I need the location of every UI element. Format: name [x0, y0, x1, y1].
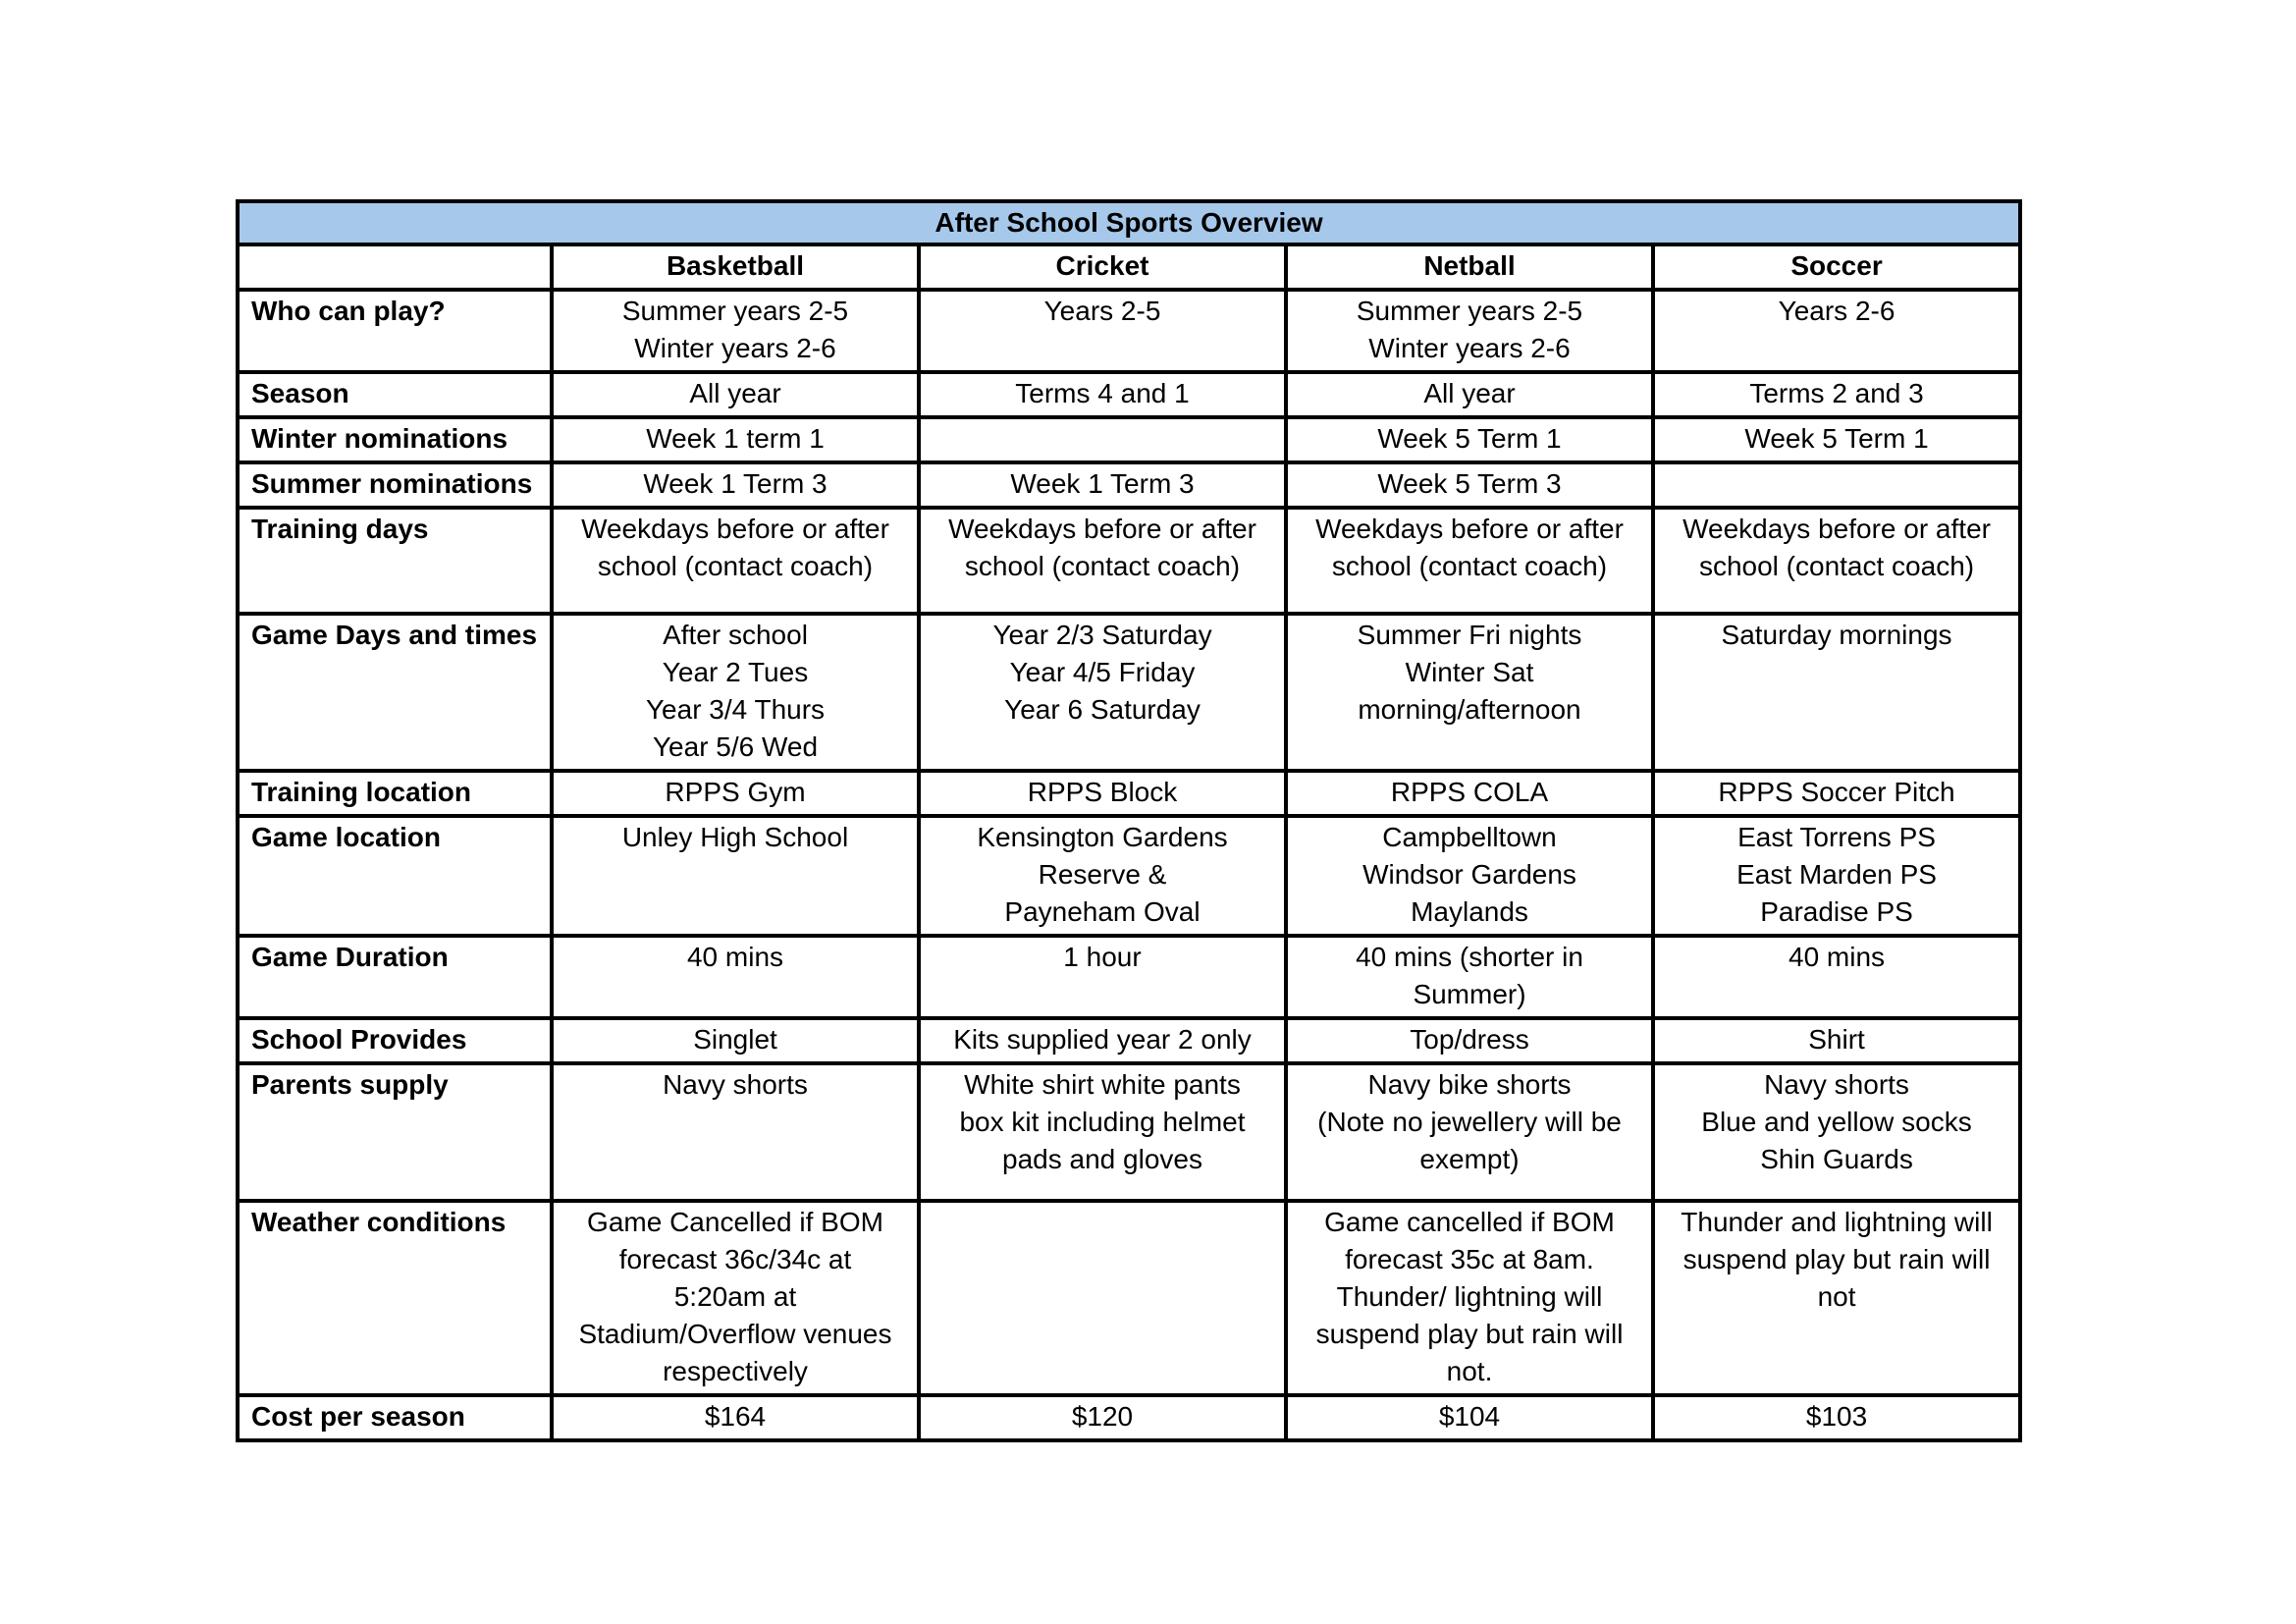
table-cell: Game cancelled if BOM forecast 35c at 8am. Thunder/ lightning will suspend play but rain will not.: [1286, 1201, 1653, 1395]
row-label: Cost per season: [238, 1395, 552, 1440]
table-cell: Week 5 Term 1: [1653, 417, 2020, 462]
table-row: [238, 290, 2020, 372]
table-cell: Weekdays before or after school (contact coach): [1653, 508, 2020, 614]
row-label: Who can play?: [238, 290, 552, 372]
table-cell: Shirt: [1653, 1018, 2020, 1063]
table-cell: Weekdays before or after school (contact coach): [919, 508, 1286, 614]
table-row: [238, 462, 2020, 508]
table-cell: $120: [919, 1395, 1286, 1440]
table-row: [238, 417, 2020, 462]
column-header-basketball: Basketball: [552, 244, 919, 290]
table-cell: Navy shorts Blue and yellow socks Shin Guards: [1653, 1063, 2020, 1201]
table-cell: RPPS COLA: [1286, 771, 1653, 816]
table-cell: Singlet: [552, 1018, 919, 1063]
row-label: Game Days and times: [238, 614, 552, 771]
table-cell: Week 1 term 1: [552, 417, 919, 462]
row-label: Game Duration: [238, 936, 552, 1018]
table-cell: Summer years 2-5 Winter years 2-6: [552, 290, 919, 372]
table-body: [238, 290, 2020, 1440]
table-cell: Week 1 Term 3: [552, 462, 919, 508]
table-cell: $164: [552, 1395, 919, 1440]
table-cell: Week 1 Term 3: [919, 462, 1286, 508]
table-cell: Weekdays before or after school (contact coach): [1286, 508, 1653, 614]
table-cell: Game Cancelled if BOM forecast 36c/34c at 5:20am at Stadium/Overflow venues respectively: [552, 1201, 919, 1395]
row-label: Winter nominations: [238, 417, 552, 462]
table-row: [238, 771, 2020, 816]
table-cell: All year: [552, 372, 919, 417]
table-cell: [919, 417, 1286, 462]
title-row: [238, 201, 2020, 244]
table-cell: Saturday mornings: [1653, 614, 2020, 771]
table-cell: Navy bike shorts (Note no jewellery will be exempt): [1286, 1063, 1653, 1201]
table-cell: Week 5 Term 3: [1286, 462, 1653, 508]
table-cell: Campbelltown Windsor Gardens Maylands: [1286, 816, 1653, 936]
table-cell: Weekdays before or after school (contact coach): [552, 508, 919, 614]
table-row: [238, 936, 2020, 1018]
table-cell: Unley High School: [552, 816, 919, 936]
table-cell: $104: [1286, 1395, 1653, 1440]
table-cell: Summer years 2-5 Winter years 2-6: [1286, 290, 1653, 372]
table-cell: 1 hour: [919, 936, 1286, 1018]
row-label: Parents supply: [238, 1063, 552, 1201]
table-cell: [919, 1201, 1286, 1395]
table-cell: RPPS Soccer Pitch: [1653, 771, 2020, 816]
table-cell: Week 5 Term 1: [1286, 417, 1653, 462]
column-header-soccer: Soccer: [1653, 244, 2020, 290]
table-cell: Top/dress: [1286, 1018, 1653, 1063]
table-cell: $103: [1653, 1395, 2020, 1440]
table-cell: White shirt white pants box kit including helmet pads and gloves: [919, 1063, 1286, 1201]
column-header-netball: Netball: [1286, 244, 1653, 290]
table-cell: 40 mins: [1653, 936, 2020, 1018]
table-cell: RPPS Gym: [552, 771, 919, 816]
header-row: [238, 244, 2020, 290]
row-label: Summer nominations: [238, 462, 552, 508]
table-row: [238, 1018, 2020, 1063]
table-cell: Thunder and lightning will suspend play but rain will not: [1653, 1201, 2020, 1395]
table-row: [238, 816, 2020, 936]
table-cell: Years 2-5: [919, 290, 1286, 372]
row-label: Season: [238, 372, 552, 417]
table-cell: After school Year 2 Tues Year 3/4 Thurs Year 5/6 Wed: [552, 614, 919, 771]
table-cell: Navy shorts: [552, 1063, 919, 1201]
table-cell: East Torrens PS East Marden PS Paradise PS: [1653, 816, 2020, 936]
table-cell: Terms 2 and 3: [1653, 372, 2020, 417]
row-label: Training days: [238, 508, 552, 614]
row-label: Weather conditions: [238, 1201, 552, 1395]
row-label: Game location: [238, 816, 552, 936]
table-cell: [1653, 462, 2020, 508]
table-cell: Years 2-6: [1653, 290, 2020, 372]
table-cell: Year 2/3 Saturday Year 4/5 Friday Year 6 Saturday: [919, 614, 1286, 771]
table-cell: RPPS Block: [919, 771, 1286, 816]
table-row: [238, 614, 2020, 771]
row-label: School Provides: [238, 1018, 552, 1063]
sports-overview-table: [236, 199, 2022, 1442]
table-cell: 40 mins: [552, 936, 919, 1018]
table-cell: Kits supplied year 2 only: [919, 1018, 1286, 1063]
table-cell: Terms 4 and 1: [919, 372, 1286, 417]
table-cell: 40 mins (shorter in Summer): [1286, 936, 1653, 1018]
table-row: [238, 1395, 2020, 1440]
table-row: [238, 1201, 2020, 1395]
table-row: [238, 508, 2020, 614]
row-label: Training location: [238, 771, 552, 816]
table-row: [238, 1063, 2020, 1201]
column-header-cricket: Cricket: [919, 244, 1286, 290]
table-cell: Summer Fri nights Winter Sat morning/afternoon: [1286, 614, 1653, 771]
table-title: After School Sports Overview: [238, 201, 2020, 244]
table-row: [238, 372, 2020, 417]
table-cell: Kensington Gardens Reserve & Payneham Oval: [919, 816, 1286, 936]
table-cell: All year: [1286, 372, 1653, 417]
corner-header-cell: [238, 244, 552, 290]
